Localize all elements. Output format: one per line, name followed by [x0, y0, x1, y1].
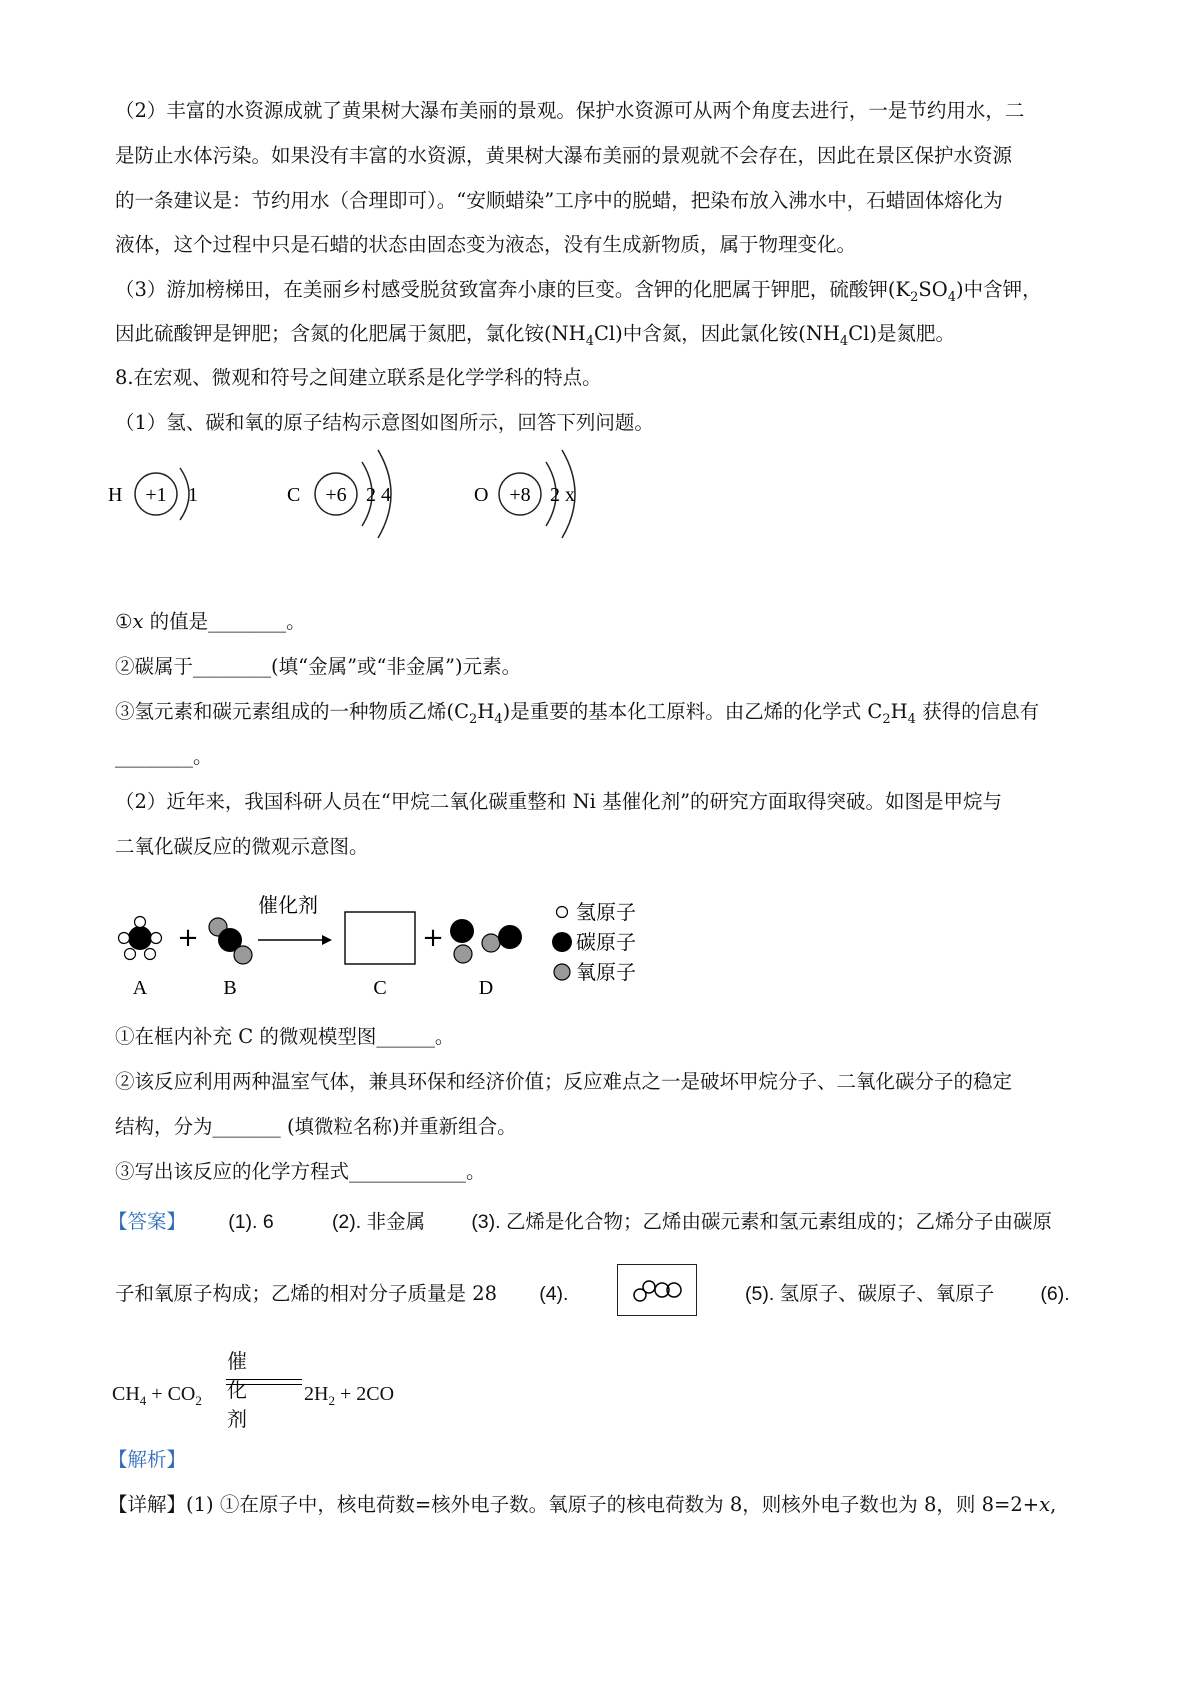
question-8-part-2-line-2: 二氧化碳反应的微观示意图。 [115, 835, 369, 858]
para-3-line-2 [115, 318, 955, 349]
nucleus-charge: +6 [325, 484, 347, 506]
oxygen-atom [474, 450, 575, 538]
para-2-line-3: 的一条建议是：节约用水（合理即可）。“安顺蜡染”工序中的脱蜡，把染布放入沸水中，石蜡固体熔化为 [115, 189, 1003, 212]
subscript: 2 [469, 712, 478, 727]
electron-shells: 1 [188, 484, 198, 506]
text: )是重要的基本化工原料。由乙烯的化学式 C [502, 700, 883, 723]
text: ① [115, 610, 133, 633]
analysis-detail [108, 1489, 1056, 1517]
para-2-line-1: （2）丰富的水资源成就了黄果树大瀑布美丽的景观。保护水资源可从两个角度去进行，一是节约用水，二 [115, 99, 1025, 122]
carbon-legend-icon [552, 932, 572, 952]
question-8-1-2: ②碳属于________(填“金属”或“非金属”)元素。 [115, 655, 522, 678]
question-8-1-3-blank: ________。 [115, 745, 213, 768]
subscript: 4 [494, 712, 503, 727]
product-c-box [345, 912, 415, 964]
text: 因此硫酸钾是钾肥；含氮的化肥属于氮肥，氯化铵(NH [115, 322, 586, 345]
subscript: 4 [907, 712, 916, 727]
legend-carbon: 碳原子 [576, 930, 636, 954]
catalyst-label: 催化剂 [258, 893, 318, 917]
equation-double-line-top [226, 1379, 302, 1380]
diagram-legend [552, 900, 636, 984]
text: （3）游加榜梯田，在美丽乡村感受脱贫致富奔小康的巨变。含钾的化肥属于钾肥，硫酸钾(K [115, 278, 911, 301]
text: CH [112, 1383, 140, 1405]
nucleus-charge: +1 [145, 484, 167, 506]
question-8-2-1: ①在框内补充 C 的微观模型图______。 [115, 1025, 455, 1048]
label-d: D [478, 977, 494, 999]
text: 的值是________。 [143, 610, 306, 633]
text: 【详解】(1) ①在原子中，核电荷数=核外电子数。氧原子的核电荷数为 8，则核外电子数也为 8，则 8=2+ [108, 1493, 1040, 1516]
question-8-2-2-line-2: 结构，分为_______ (填微粒名称)并重新组合。 [115, 1115, 517, 1138]
question-8-2-2-line-1: ②该反应利用两种温室气体，兼具环保和经济价值；反应难点之一是破坏甲烷分子、二氧化碳分子的稳定 [115, 1070, 1013, 1093]
carbon-atom [287, 450, 391, 538]
text: )中含钾， [956, 278, 1042, 301]
answer-1: (1). 6 [228, 1211, 274, 1233]
answer-6: (6). [1040, 1283, 1070, 1305]
legend-hydrogen: 氢原子 [576, 900, 636, 924]
legend-oxygen: 氧原子 [576, 960, 636, 984]
atom-symbol: H [108, 484, 123, 506]
para-2-line-4: 液体，这个过程中只是石蜡的状态由固态变为液态，没有生成新物质，属于物理变化。 [115, 233, 857, 256]
atom-symbol: O [474, 484, 489, 506]
hydrogen-legend-icon [557, 907, 568, 918]
subscript: 4 [139, 1393, 147, 1408]
answer-4-model-box [617, 1264, 697, 1316]
plus-sign: + [177, 923, 199, 953]
question-8-2-3: ③写出该反应的化学方程式____________。 [115, 1160, 486, 1183]
text: , [1050, 1493, 1057, 1516]
analysis-tag: 【解析】 [108, 1448, 187, 1471]
question-8-1-3 [115, 696, 1040, 727]
answer-line-2b [745, 1278, 1070, 1306]
atom-structure-diagram [100, 440, 660, 550]
hydrogen-atom [108, 468, 198, 520]
text: + 2CO [334, 1383, 395, 1405]
answer-3-cont: 子和氧原子构成；乙烯的相对分子质量是 28 [115, 1282, 498, 1305]
text: SO [918, 278, 948, 301]
subscript: 2 [195, 1393, 202, 1408]
label-b: B [223, 977, 237, 999]
question-8-part-1: （1）氢、碳和氧的原子结构示意图如图所示，回答下列问题。 [115, 411, 654, 434]
electron-shells: 2 4 [366, 484, 391, 506]
subscript: 2 [882, 712, 891, 727]
electron-shells: 2 x [550, 484, 575, 506]
answer-line-2 [115, 1278, 568, 1306]
plus-sign: + [422, 923, 444, 953]
text: Cl)中含氮，因此氯化铵(NH [593, 322, 840, 345]
subscript: 2 [328, 1393, 335, 1408]
nucleus-charge: +8 [509, 484, 531, 506]
para-2-line-2: 是防止水体污染。如果没有丰富的水资源，黄果树大瀑布美丽的景观就不会存在，因此在景区保护水资源 [115, 144, 1013, 167]
subscript: 4 [947, 290, 957, 305]
molecule-d-carbon-monoxide [450, 919, 522, 963]
variable: x [132, 610, 144, 633]
reaction-micro-diagram [110, 880, 730, 1010]
answer-2: (2). 非金属 [331, 1211, 426, 1233]
equation-catalyst: 催化剂 [227, 1349, 247, 1431]
answer-4-molecule-icon [618, 1265, 696, 1315]
answer-4: (4). [539, 1283, 569, 1305]
molecule-a-methane [119, 917, 162, 960]
question-8-1-1 [115, 606, 306, 634]
oxygen-legend-icon [554, 964, 570, 980]
subscript: 4 [839, 334, 849, 349]
text: H [477, 700, 495, 723]
answer-5: (5). 氢原子、碳原子、氧原子 [745, 1283, 995, 1305]
answer-3: (3). 乙烯是化合物；乙烯由碳元素和氢元素组成的；乙烯分子由碳原 [471, 1211, 1052, 1233]
text: 获得的信息有 [915, 700, 1040, 723]
text: ③氢元素和碳元素组成的一种物质乙烯(C [115, 700, 470, 723]
equation-left [112, 1383, 202, 1406]
text: + CO [146, 1383, 196, 1405]
text: 2H [304, 1383, 329, 1405]
answer-tag: 【答案】 [108, 1210, 187, 1233]
para-3-line-1 [115, 274, 1042, 305]
subscript: 4 [585, 334, 594, 349]
subscript: 2 [910, 290, 919, 305]
atom-symbol: C [287, 484, 301, 506]
variable: x [1039, 1493, 1051, 1516]
text: H [890, 700, 908, 723]
text: Cl)是氮肥。 [848, 322, 955, 345]
question-8-part-2-line-1: （2）近年来，我国科研人员在“甲烷二氧化碳重整和 Ni 基催化剂”的研究方面取得突破。如图是甲烷与 [115, 790, 1003, 813]
molecule-b-carbon-dioxide [209, 918, 252, 964]
label-c: C [373, 977, 387, 999]
equation-right [304, 1383, 394, 1406]
label-a: A [132, 977, 148, 999]
question-8-title: 8.在宏观、微观和符号之间建立联系是化学学科的特点。 [115, 366, 602, 389]
equation-double-line-bottom [226, 1384, 302, 1385]
answer-line-1 [108, 1206, 1052, 1234]
